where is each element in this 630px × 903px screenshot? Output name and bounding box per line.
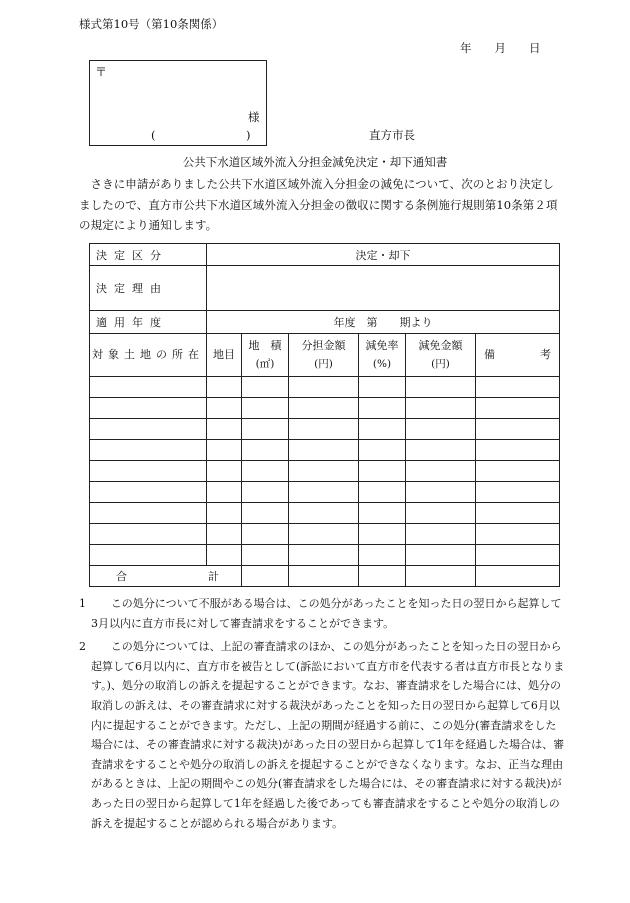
recipient-address-box [89, 60, 267, 146]
period-label: 適用年度 [90, 311, 207, 334]
col-burden-unit: (円) [314, 358, 333, 370]
decision-row [90, 244, 560, 266]
table-row [90, 377, 560, 398]
total-label [90, 566, 242, 587]
paren-open: ( [151, 128, 156, 142]
col-reduction-amount [406, 334, 476, 377]
col-rate-unit: (%) [372, 358, 392, 370]
note-number: 1 [79, 597, 86, 610]
intro-paragraph: さきに申請がありました公共下水道区域外流入分担金の減免について、次のとおり決定しましたので、直方市公共下水道区域外流入分担金の徴収に関する条例施行規則第10条第２項の規定により通知します。 [79, 177, 558, 232]
table-row [90, 461, 560, 482]
table-row [90, 524, 560, 545]
reduction-table [89, 243, 560, 587]
postal-mark: 〒 [95, 65, 108, 79]
table-row [90, 482, 560, 503]
document-title: 公共下水道区域外流入分担金減免決定・却下通知書 [182, 155, 448, 169]
col-area-unit: (㎡) [255, 358, 275, 370]
note-text: この処分について不服がある場合は、この処分があったことを知った日の翌日から起算して3月以内に直方市長に対して審査請求をすることができます。 [91, 597, 562, 630]
date-day: 日 [529, 41, 541, 55]
col-burden-label: 分担金額 [301, 339, 346, 352]
table-row [90, 419, 560, 440]
table-row [90, 440, 560, 461]
column-header-row [90, 334, 560, 377]
col-land-category: 地目 [207, 334, 242, 377]
col-burden [289, 334, 359, 377]
reason-row [90, 266, 560, 311]
form-number: 様式第10号（第10条関係） [79, 17, 224, 31]
notes-section [79, 594, 566, 837]
total-row [90, 566, 560, 587]
col-area-label: 地 積 [248, 339, 282, 352]
col-amount-unit: (円) [431, 358, 450, 370]
total-label-2: 計 [208, 570, 219, 583]
note-text: この処分については、上記の審査請求のほか、この処分があったことを知った日の翌日から起算して6月以内に、直方市を被告として(訴訟において直方市を代表する者は直方市長となります。)、処分の取消しの訴えを提起することができます。なお、審査請求をした場合には、処分の取消しの訴えは、その審査請求に対する裁決があったことを知った日の翌日から起算して6月以内に提起することができます。ただし、上記の期間が経過する前に、この処分(審査請求をした場合には、その審査請求に対する裁決)があった日の翌日から起算して1年を経過した場合は、審査請求をすることや処分の取消しの訴えを提起することができなくなります。なお、正当な理由があるときは、上記の期間やこの処分(審査請求をした場合には、その審査請求に対する裁決)があった日の翌日から起算して1年を経過した後であっても審査請求をすることや処分の取消しの訴えを提起することが認められる場合があります。 [91, 640, 565, 830]
col-rate-label: 減免率 [365, 339, 399, 352]
table-row [90, 398, 560, 419]
note-number: 2 [79, 640, 86, 654]
table-row [90, 545, 560, 566]
note-item [79, 637, 566, 833]
decision-label: 決定区分 [90, 244, 207, 266]
col-remarks [476, 334, 560, 377]
date-month: 月 [494, 41, 506, 55]
reason-label: 決定理由 [90, 266, 207, 311]
col-amount-label: 減免金額 [418, 339, 463, 352]
date-year: 年 [460, 41, 472, 55]
col-reduction-rate [359, 334, 406, 377]
col-remarks-2: 考 [540, 348, 552, 361]
issuer-mayor: 直方市長 [369, 128, 415, 142]
table-row [90, 503, 560, 524]
date-line [460, 40, 541, 56]
note-item [79, 594, 566, 633]
col-area [242, 334, 289, 377]
col-location: 対象土地の所在 [90, 334, 207, 377]
period-row [90, 311, 560, 334]
paren-close: ) [246, 128, 251, 142]
period-value: 年度 第 期より [207, 311, 560, 334]
total-label-1: 合 [116, 570, 127, 583]
reason-value [207, 266, 560, 311]
col-remarks-1: 備 [484, 348, 495, 361]
decision-value: 決定・却下 [207, 244, 560, 266]
recipient-honorific: 様 [248, 110, 260, 124]
